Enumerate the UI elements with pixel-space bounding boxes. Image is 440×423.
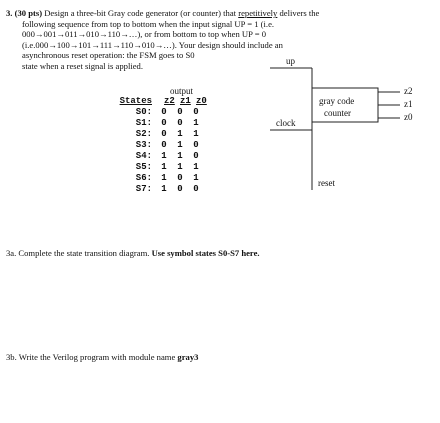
part-b-emphasis: gray3	[177, 352, 199, 362]
question-number: 3.	[6, 8, 13, 18]
z0-label: z0	[404, 112, 413, 122]
bit-z1: 0	[177, 107, 183, 117]
block-label-line2: counter	[324, 108, 351, 118]
bit-z2: 0	[161, 107, 167, 117]
table-row	[114, 107, 204, 117]
states-header: States	[119, 96, 152, 106]
bit-z0: 0	[193, 184, 199, 194]
bit-z1: 1	[177, 129, 183, 139]
bit-z2: 1	[161, 184, 167, 194]
bit-z2: 1	[161, 173, 167, 183]
bit-z0: 1	[193, 129, 199, 139]
z1-label: z1	[404, 99, 413, 109]
problem-line-5: asynchronous reset operation: the FSM goes to S0	[22, 50, 195, 61]
state-name: S5:	[135, 162, 152, 172]
bit-z1: 1	[177, 140, 183, 150]
output-label: output	[170, 86, 194, 96]
bit-z1: 0	[177, 118, 183, 128]
table-row	[114, 129, 204, 139]
z2-label: z2	[404, 86, 413, 96]
bit-z1: 0	[177, 184, 183, 194]
up-label: up	[286, 56, 295, 66]
bit-z2: 1	[161, 162, 167, 172]
reset-label: reset	[318, 178, 335, 188]
state-name: S3:	[135, 140, 152, 150]
block-label-line1: gray code	[319, 96, 355, 106]
state-name: S6:	[135, 173, 152, 183]
problem-statement	[6, 8, 434, 72]
bit-z0: 0	[193, 140, 199, 150]
bit-z0: 1	[193, 118, 199, 128]
table-row	[114, 151, 204, 161]
state-name: S1:	[135, 118, 152, 128]
part-b-prompt	[6, 352, 198, 362]
state-name: S0:	[135, 107, 152, 117]
table-row	[114, 140, 204, 150]
bit-z1: 0	[177, 173, 183, 183]
part-a-text: 3a. Complete the state transition diagram.	[6, 248, 152, 258]
header-z0: z0	[196, 96, 207, 106]
problem-text-1a: Design a three-bit Gray code generator (or counter) that	[44, 8, 239, 18]
bit-z0: 0	[193, 107, 199, 117]
table-row	[114, 118, 204, 128]
state-name: S2:	[135, 129, 152, 139]
bit-z2: 0	[161, 118, 167, 128]
problem-text-1b: delivers the	[277, 8, 320, 18]
bit-z2: 0	[161, 140, 167, 150]
problem-line-2: following sequence from top to bottom when the input signal UP = 1 (i.e.	[22, 18, 275, 29]
bit-z1: 1	[177, 162, 183, 172]
bit-z2: 0	[161, 129, 167, 139]
bit-z1: 1	[177, 151, 183, 161]
problem-text-1u: repetitively	[238, 8, 278, 18]
table-row	[114, 162, 204, 172]
bit-z0: 1	[193, 173, 199, 183]
problem-line-1	[6, 8, 434, 19]
problem-line-3: 000→001→011→010→110→…), or from bottom to top when UP = 0	[22, 29, 267, 40]
problem-line-6: state when a reset signal is applied.	[22, 60, 143, 71]
part-b-text: 3b. Write the Verilog program with module name	[6, 352, 178, 362]
bit-z0: 1	[193, 162, 199, 172]
bit-z0: 0	[193, 151, 199, 161]
clock-label: clock	[276, 118, 296, 128]
table-row	[114, 173, 204, 183]
part-a-emphasis: Use symbol states S0-S7 here.	[151, 248, 260, 258]
part-a-prompt	[6, 248, 260, 258]
table-header-row	[114, 96, 209, 106]
state-name: S4:	[135, 151, 152, 161]
table-row	[114, 184, 204, 194]
header-z1: z1	[180, 96, 191, 106]
header-z2: z2	[164, 96, 175, 106]
bit-z2: 1	[161, 151, 167, 161]
question-points: (30 pts)	[14, 8, 43, 18]
problem-line-4: (i.e.000→100→101→111→110→010→…). Your design should include an	[22, 39, 283, 50]
state-name: S7:	[135, 184, 152, 194]
